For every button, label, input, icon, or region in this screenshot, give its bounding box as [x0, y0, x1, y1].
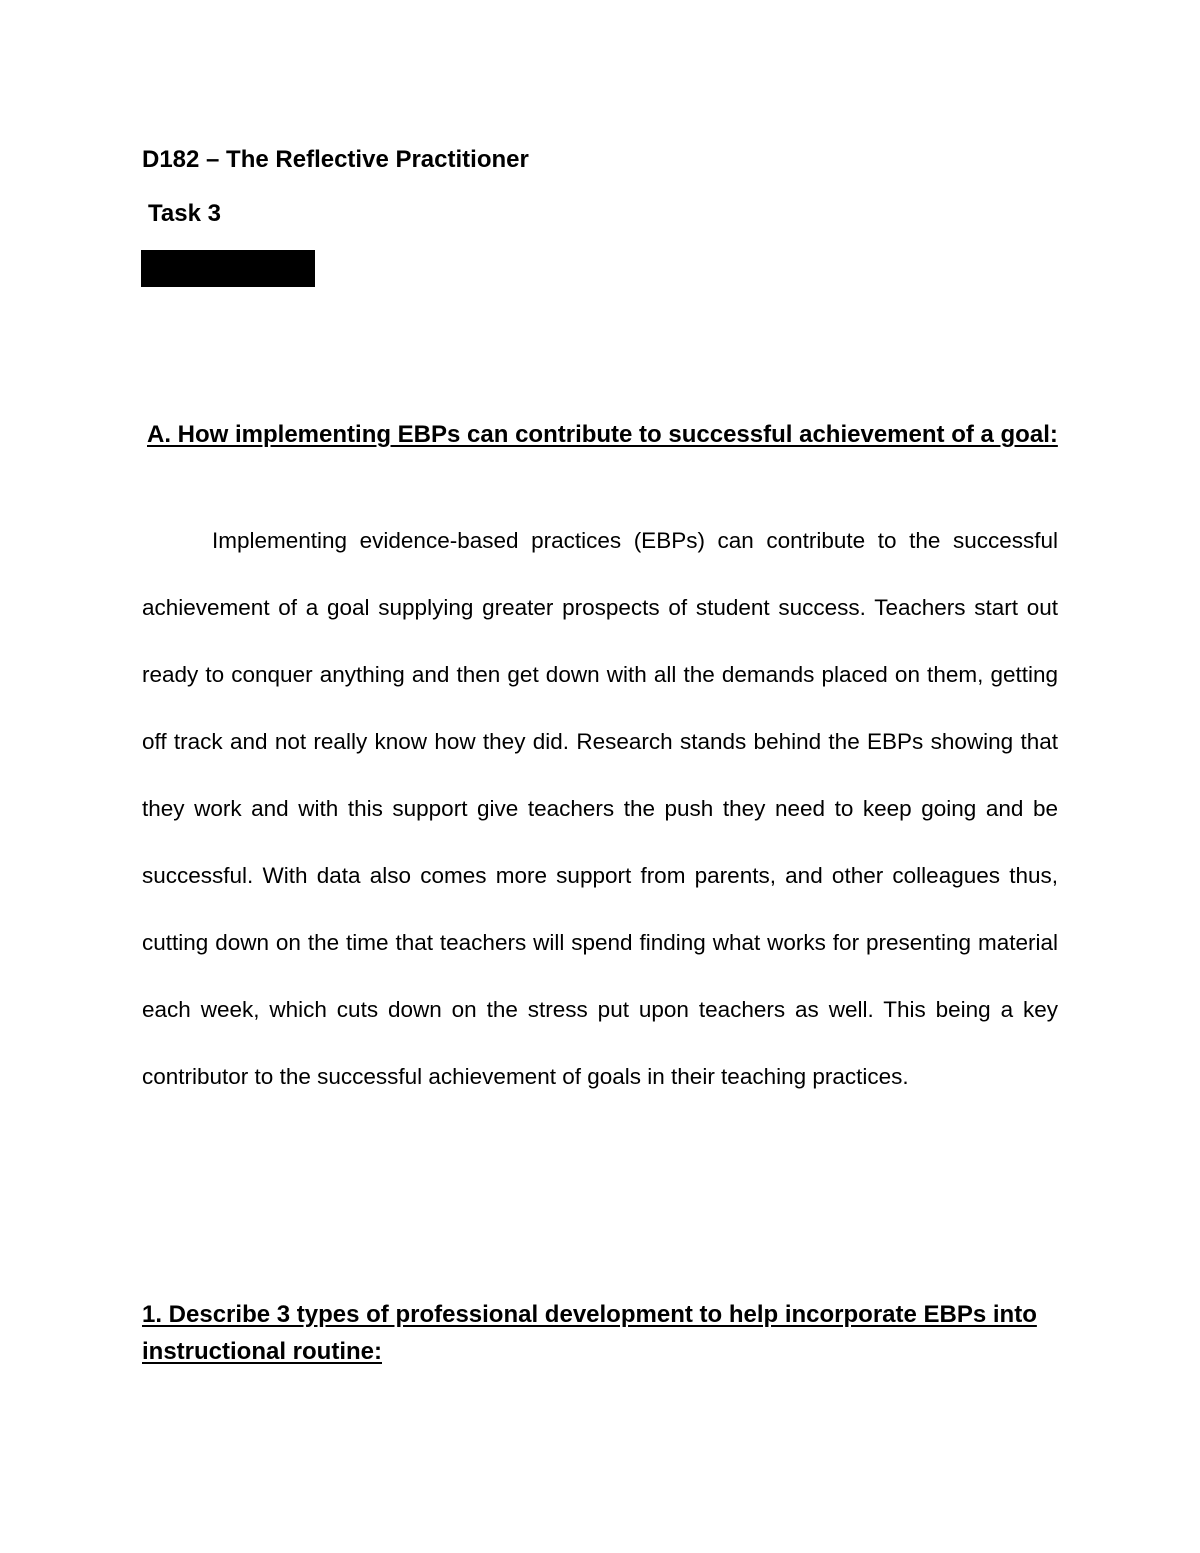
section-a-heading: A. How implementing EBPs can contribute to successful achievement of a goal: — [147, 421, 1058, 448]
redaction-block — [141, 250, 315, 287]
section-a-paragraph: Implementing evidence-based practices (EBPs) can contribute to the successful achievement of a goal supplying greater prospects of student success. Teachers start out ready to conquer anything and then get down with all the demands placed on them, getting off track and not really know how they did. Research stands behind the EBPs showing that they work and with this support give teachers the push they need to keep going and be successful. With data also comes more support from parents, and other colleagues thus, cutting down on the time that teachers will spend finding what works for presenting material each week, which cuts down on the stress put upon teachers as well. This being a key contributor to the successful achievement of goals in their teaching practices. — [142, 528, 1058, 1089]
document-title: D182 – The Reflective Practitioner — [142, 146, 529, 173]
task-label: Task 3 — [148, 200, 221, 227]
section-1-heading: 1. Describe 3 types of professional development to help incorporate EBPs into instructional routine: — [142, 1301, 1037, 1365]
